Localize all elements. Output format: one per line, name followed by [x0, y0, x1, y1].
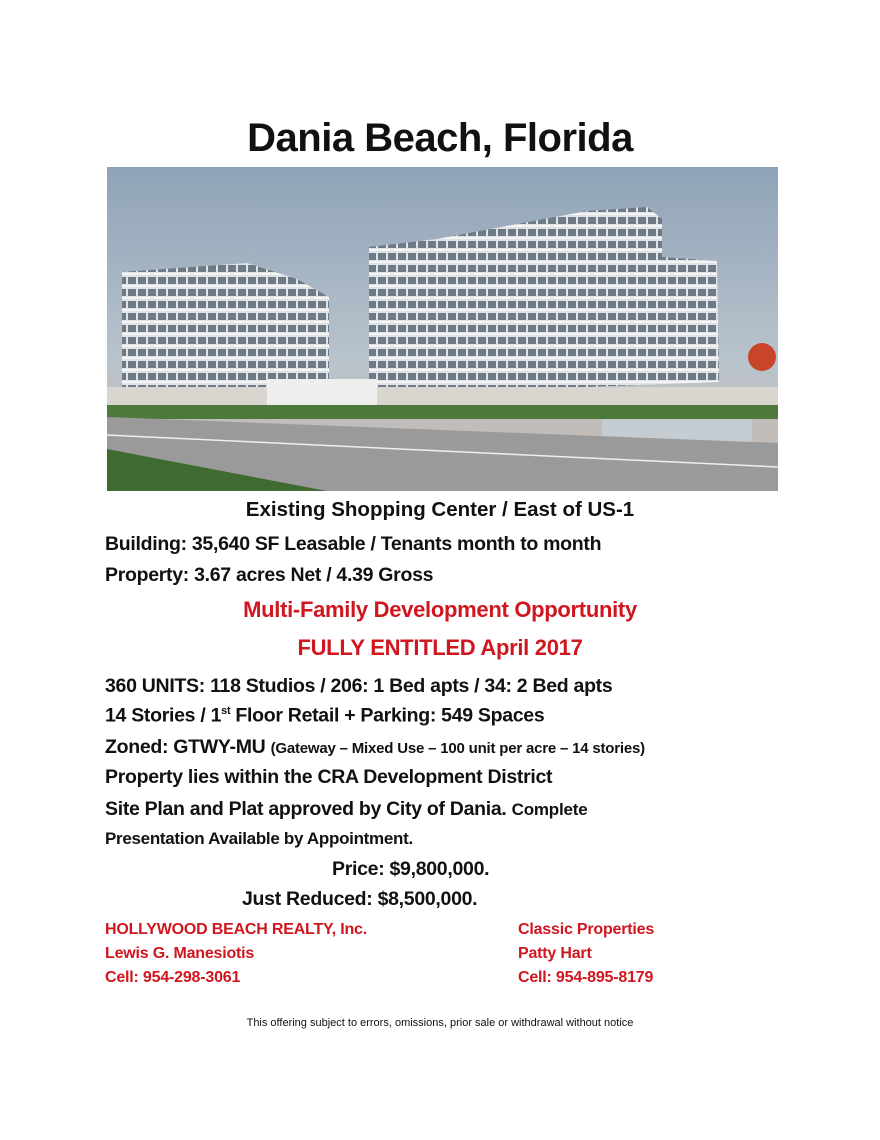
- contact-name: Lewis G. Manesiotis: [105, 945, 255, 962]
- building-info: Building: 35,640 SF Leasable / Tenants month to month: [105, 533, 602, 555]
- property-info: Property: 3.67 acres Net / 4.39 Gross: [105, 564, 434, 586]
- stories-post: Floor Retail + Parking: 549 Spaces: [230, 704, 545, 727]
- stories-info: [105, 706, 544, 726]
- headline-opportunity: Multi-Family Development Opportunity: [243, 597, 637, 622]
- price: Price: $9,800,000.: [332, 858, 490, 880]
- site-plan-tail: Complete: [511, 800, 588, 819]
- site-plan-main: Site Plan and Plat approved by City of Dania.: [105, 798, 512, 820]
- contact-company: Classic Properties: [518, 921, 655, 938]
- zoning-info: [105, 738, 645, 758]
- subtitle: Existing Shopping Center / East of US-1: [245, 498, 635, 521]
- presentation-info: Presentation Available by Appointment.: [105, 829, 413, 848]
- contact-cell: Cell: 954-298-3061: [105, 969, 241, 986]
- cra-info: Property lies within the CRA Development District: [105, 766, 553, 788]
- stories-pre: 14 Stories / 1: [105, 704, 222, 727]
- reduced-price: Just Reduced: $8,500,000.: [242, 888, 478, 910]
- units-info: 360 UNITS: 118 Studios / 206: 1 Bed apts / 34: 2 Bed apts: [105, 675, 613, 697]
- disclaimer: This offering subject to errors, omissions, prior sale or withdrawal without notice: [246, 1017, 634, 1029]
- zoning-detail: (Gateway – Mixed Use – 100 unit per acre – 14 stories): [270, 740, 645, 757]
- site-plan-info: [105, 800, 587, 820]
- contact-name: Patty Hart: [518, 945, 592, 962]
- headline-entitled: FULLY ENTITLED April 2017: [297, 635, 583, 660]
- stories-sup: st: [221, 705, 231, 717]
- zoning-main: Zoned: GTWY-MU: [105, 736, 271, 758]
- contact-cell: Cell: 954-895-8179: [518, 969, 654, 986]
- building-rendering-image: [107, 167, 778, 491]
- contact-company: HOLLYWOOD BEACH REALTY, Inc.: [105, 921, 367, 938]
- page-title: Dania Beach, Florida: [247, 116, 633, 160]
